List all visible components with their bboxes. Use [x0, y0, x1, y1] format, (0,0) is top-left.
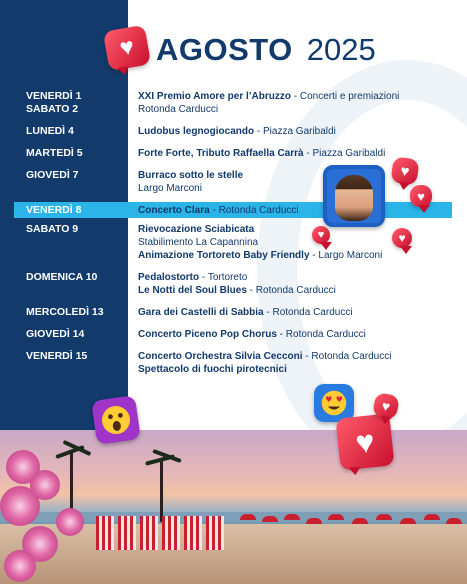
- event-name: Spettacolo di fuochi pirotecnici: [138, 364, 287, 375]
- oleander-flower: [4, 550, 36, 582]
- event-name: Gara dei Castelli di Sabbia: [138, 307, 264, 318]
- surprised-face-icon: [91, 395, 141, 445]
- event-place: Rotonda Carducci: [311, 351, 392, 362]
- heart-bubble-icon: ♥: [372, 392, 400, 420]
- event-name: Ludobus legnogiocando: [138, 126, 255, 137]
- event-name: Concerto Clara: [138, 205, 210, 216]
- oleander-flower: [30, 470, 60, 500]
- event-day-label: VENERDÌ 1: [26, 90, 82, 102]
- beach-umbrella: [424, 514, 440, 520]
- beach-cabin: [184, 516, 202, 550]
- beach-cabin: [140, 516, 158, 550]
- beach-umbrella: [240, 514, 256, 520]
- event-list: [128, 147, 467, 160]
- event-place: Rotonda Carducci: [272, 307, 353, 318]
- event-item: [138, 306, 467, 319]
- event-day-label: GIOVEDÌ 14: [26, 328, 85, 340]
- schedule-row: [0, 350, 467, 376]
- beach-cabin: [206, 516, 224, 550]
- title-month: AGOSTO: [156, 32, 293, 67]
- event-days: [0, 125, 128, 138]
- event-place: Rotonda Carducci: [255, 285, 336, 296]
- singer-photo: [323, 165, 385, 227]
- beach-cabin: [118, 516, 136, 550]
- palm-tree: [160, 460, 163, 522]
- event-place: Rotonda Carducci: [138, 104, 219, 115]
- event-item: [138, 249, 467, 262]
- event-list: [128, 306, 467, 319]
- event-item: [138, 284, 467, 297]
- event-day-label: SABATO 2: [26, 103, 79, 115]
- event-days: [0, 350, 128, 376]
- svg-text:♥: ♥: [325, 395, 333, 405]
- beach-umbrella: [262, 516, 278, 522]
- beach-cabin: [96, 516, 114, 550]
- event-item: [138, 125, 467, 138]
- svg-text:♥: ♥: [335, 395, 343, 405]
- event-item: [138, 236, 467, 249]
- event-days: [0, 328, 128, 341]
- schedule-row: [0, 90, 467, 116]
- event-day-label: DOMENICA 10: [26, 271, 98, 283]
- event-list: [128, 90, 467, 116]
- event-separator: -: [246, 285, 256, 296]
- schedule-row: [0, 202, 467, 217]
- event-place: Tortoreto: [207, 272, 248, 283]
- event-days: [0, 271, 128, 297]
- event-list: [128, 271, 467, 297]
- event-name: Burraco sotto le stelle: [138, 170, 244, 181]
- event-list: [128, 125, 467, 138]
- beach-cabin: [162, 516, 180, 550]
- event-list: [128, 328, 467, 341]
- schedule-row: [0, 125, 467, 138]
- heart-eyes-face-icon: [314, 384, 354, 422]
- event-name: Forte Forte, Tributo Raffaella Carrà: [138, 148, 304, 159]
- event-day-label: GIOVEDÌ 7: [26, 169, 79, 181]
- event-day-label: VENERDÌ 15: [26, 350, 88, 362]
- event-place: Piazza Garibaldi: [312, 148, 386, 159]
- event-place: Largo Marconi: [318, 250, 383, 261]
- event-days: [0, 90, 128, 116]
- event-day-label: SABATO 9: [26, 223, 79, 235]
- event-name: Le Notti del Soul Blues: [138, 285, 247, 296]
- event-separator: -: [291, 91, 300, 102]
- beach-umbrella: [284, 514, 300, 520]
- event-separator: -: [276, 329, 286, 340]
- event-days: [0, 169, 128, 195]
- beach-umbrella: [400, 518, 416, 524]
- heart-bubble-icon: ♥: [410, 185, 432, 207]
- heart-bubble-icon: ♥: [312, 226, 330, 244]
- oleander-flower: [56, 508, 84, 536]
- beach-umbrella: [446, 518, 462, 524]
- event-day-label: LUNEDÌ 4: [26, 125, 74, 137]
- heart-bubble-icon: ♥: [390, 156, 419, 185]
- event-item: [138, 103, 467, 116]
- event-place: Rotonda Carducci: [285, 329, 366, 340]
- event-item: [138, 223, 467, 236]
- event-days: [0, 147, 128, 160]
- event-day-label: MERCOLEDÌ 13: [26, 306, 104, 318]
- event-name: XXI Premio Amore per l’Abruzzo: [138, 91, 291, 102]
- event-days: [0, 223, 128, 262]
- event-separator: -: [302, 351, 312, 362]
- event-place: Rotonda Carducci: [218, 205, 299, 216]
- event-name: Pedalostorto: [138, 272, 200, 283]
- heart-bubble-icon: ♥: [335, 413, 394, 470]
- event-item: [138, 350, 467, 363]
- event-list: [128, 204, 467, 217]
- event-day-label: MARTEDÌ 5: [26, 147, 83, 159]
- event-item: [138, 204, 467, 217]
- event-separator: -: [263, 307, 273, 318]
- heart-bubble-icon: ♥: [103, 25, 151, 72]
- event-place: Concerti e premiazioni: [299, 91, 400, 102]
- page-title: [156, 22, 376, 78]
- event-separator: -: [199, 272, 208, 283]
- beach-umbrella: [306, 518, 322, 524]
- event-name: Concerto Piceno Pop Chorus: [138, 329, 277, 340]
- event-item: [138, 90, 467, 103]
- surprised-face-icon-svg: [98, 402, 134, 438]
- event-separator: -: [254, 126, 263, 137]
- event-place: Piazza Garibaldi: [263, 126, 336, 137]
- event-item: [138, 271, 467, 284]
- event-name: Rievocazione Sciabicata: [138, 224, 255, 235]
- beach-umbrella: [352, 518, 368, 524]
- beach-umbrella: [376, 514, 392, 520]
- event-list: [128, 223, 467, 262]
- schedule-row: [0, 306, 467, 319]
- title-year: 2025: [306, 32, 376, 67]
- event-item: [138, 363, 467, 376]
- event-place: Largo Marconi: [138, 183, 202, 194]
- event-days: [0, 204, 128, 217]
- event-place: Stabilimento La Capannina: [138, 237, 259, 248]
- heart-eyes-face-icon-svg: [320, 389, 348, 417]
- schedule-row: [0, 271, 467, 297]
- event-separator: -: [209, 205, 219, 216]
- event-days: [0, 306, 128, 319]
- schedule-row: [0, 328, 467, 341]
- beach-umbrella: [328, 514, 344, 520]
- event-day-label: VENERDÌ 8: [26, 204, 82, 216]
- event-name: Animazione Tortoreto Baby Friendly: [138, 250, 310, 261]
- beach-scene: [0, 430, 467, 584]
- heart-bubble-icon: ♥: [392, 228, 412, 248]
- event-item: [138, 328, 467, 341]
- event-name: Concerto Orchestra Silvia Cecconi: [138, 351, 303, 362]
- event-separator: -: [309, 250, 319, 261]
- event-separator: -: [303, 148, 313, 159]
- event-item: [138, 147, 467, 160]
- event-list: [128, 350, 467, 376]
